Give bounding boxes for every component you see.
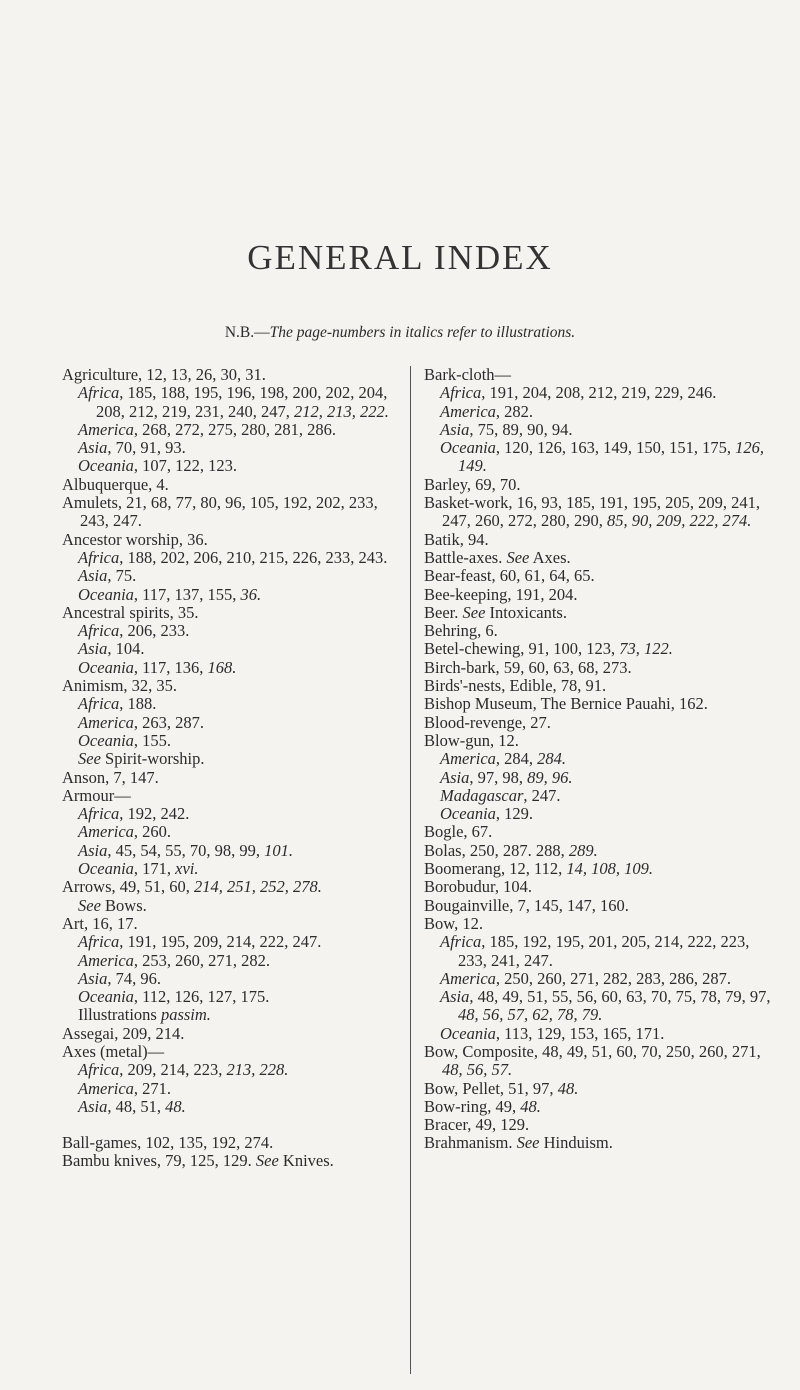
index-subentry [424,403,782,421]
entry-text: Oceania [78,584,134,604]
index-subentry [62,586,402,604]
entry-text: Armour— [62,785,131,805]
index-subentry [62,567,402,585]
entry-text: Oceania [78,456,134,476]
entry-text: Asia [440,987,470,1007]
entry-text: Oceania [78,987,134,1007]
entry-text: Birch-bark, 59, 60, 63, 68, 273. [424,657,632,677]
entry-text: 212, 213, 222. [294,401,389,421]
index-entry [424,897,782,915]
index-subentry [62,860,402,878]
index-entry [424,640,782,658]
entry-text: , 282. [495,401,534,421]
index-entry [424,915,782,933]
entry-text: 89, 96. [527,767,573,787]
entry-text: Ancestor worship, 36. [62,529,208,549]
index-subentry [62,439,402,457]
entry-text: Spirit-worship. [100,749,205,769]
entry-text: , 284, [495,749,538,769]
entry-text: Boomerang, 12, 112, [424,859,567,879]
entry-text: Anson, 7, 147. [62,767,159,787]
entry-text: , 129. [495,804,534,824]
index-entry [424,1098,782,1116]
entry-text: Madagascar [440,785,524,805]
index-note [0,324,800,342]
index-subentry [62,714,402,732]
entry-text: Bow-ring, 49, [424,1096,521,1116]
index-subentry [62,1006,402,1024]
index-subentry [424,439,782,476]
index-subentry [62,823,402,841]
entry-text: , 112, 126, 127, 175. [133,987,270,1007]
index-subentry [62,640,402,658]
entry-text: Bow, Pellet, 51, 97, [424,1078,558,1098]
entry-text: Blow-gun, 12. [424,730,519,750]
entry-text: 126, 149. [458,438,765,476]
entry-text: , 188, 202, 206, 210, 215, 226, 233, 243. [119,547,388,567]
entry-text: Agriculture, 12, 13, 26, 30, 31. [62,365,266,384]
entry-text: , 45, 54, 55, 70, 98, 99, [107,840,265,860]
entry-text: Africa [440,932,482,952]
page-title: GENERAL INDEX [247,238,553,277]
entry-text: Betel-chewing, 91, 100, 123, [424,639,620,659]
index-subentry [62,622,402,640]
index-entry [62,476,402,494]
entry-text: , 188. [119,694,157,714]
index-entry [62,1025,402,1043]
entry-text: Bougainville, 7, 145, 147, 160. [424,895,629,915]
entry-text: , 74, 96. [107,968,161,988]
index-entry [424,531,782,549]
entry-text: , 48, 49, 51, 55, 56, 60, 63, 70, 75, 78, 79, 97, [469,987,771,1007]
entry-text: , 209, 214, 223, [119,1060,227,1080]
entry-text: Bolas, 250, 287. 288, [424,840,569,860]
entry-text: Oceania [440,804,496,824]
entry-text: 48. [557,1078,579,1098]
entry-text: Axes. [529,547,571,567]
index-entry [62,878,402,896]
entry-text: See [506,547,530,567]
entry-text: , 107, 122, 123. [133,456,238,476]
entry-text: See [78,895,101,915]
entry-text: passim. [160,1005,211,1025]
entry-text: , 191, 204, 208, 212, 219, 229, 246. [481,383,717,403]
index-entry [424,1043,782,1080]
entry-text: , 75, 89, 90, 94. [469,419,573,439]
entry-text: Arrows, 49, 51, 60, [62,877,194,897]
index-entry [62,915,402,933]
entry-text: Oceania [440,438,496,458]
entry-text: Bows. [100,895,147,915]
index-subentry [62,695,402,713]
entry-text: America [440,401,496,421]
index-subentry [424,970,782,988]
entry-text: 14, 108, 109. [566,859,653,879]
index-subentry [62,384,402,421]
index-subentry [62,732,402,750]
entry-text: Bracer, 49, 129. [424,1115,530,1135]
entry-text: , 104. [107,639,145,659]
entry-text: 101. [264,840,293,860]
index-subentry [62,659,402,677]
entry-text: Bishop Museum, The Bernice Pauahi, 162. [424,694,708,714]
index-gap [62,1116,402,1134]
entry-text: , 97, 98, [469,767,528,787]
index-entry [424,549,782,567]
entry-text: Africa [440,383,482,403]
entry-text: Oceania [78,657,134,677]
entry-text: Asia [78,840,108,860]
entry-text: , 120, 126, 163, 149, 150, 151, 175, [495,438,736,458]
note-text: The page-numbers in italics refer to illustrations. [269,324,576,341]
note-prefix: N.B.— [224,324,270,341]
index-entry [62,494,402,531]
entry-text: 48, 56, 57. [442,1060,513,1080]
index-entry [62,677,402,695]
index-subentry [62,1098,402,1116]
index-entry [62,604,402,622]
index-entry [62,366,402,384]
entry-text: , 250, 260, 271, 282, 283, 286, 287. [495,968,732,988]
entry-text: , 48, 51, [107,1096,166,1116]
index-column-right [424,366,782,1153]
entry-text: Asia [78,438,108,458]
entry-text: 73, 122. [619,639,673,659]
entry-text: America [440,749,496,769]
entry-text: Asia [78,566,108,586]
index-subentry [424,769,782,787]
index-entry [62,1043,402,1061]
entry-text: Africa [78,547,120,567]
index-column-left [62,366,402,1171]
entry-text: Birds'-nests, Edible, 78, 91. [424,676,607,696]
entry-text: Behring, 6. [424,621,498,641]
entry-text: Africa [78,621,120,641]
entry-text: See [255,1151,279,1171]
entry-text: , 117, 137, 155, [133,584,241,604]
entry-text: , 155. [133,730,172,750]
entry-text: , 70, 91, 93. [107,438,186,458]
index-entry [62,1152,402,1170]
entry-text: xvi. [175,859,199,879]
entry-text: Ball-games, 102, 135, 192, 274. [62,1133,274,1153]
index-subentry [62,933,402,951]
entry-text: , 247. [523,785,561,805]
entry-text: Bow, Composite, 48, 49, 51, 60, 70, 250, 260, 271, [424,1041,761,1061]
index-subentry [424,805,782,823]
entry-text: Illustrations [78,1005,161,1025]
index-subentry [424,750,782,768]
index-entry [424,1134,782,1152]
entry-text: Bark-cloth— [424,365,512,384]
index-entry [424,494,782,531]
index-subentry [62,952,402,970]
entry-text: , 206, 233. [119,621,190,641]
entry-text: Asia [78,1096,108,1116]
entry-text: America [78,1078,134,1098]
entry-text: Hinduism. [539,1133,613,1153]
entry-text: 213, 228. [226,1060,289,1080]
entry-text: See [462,602,486,622]
entry-text: 36. [240,584,262,604]
entry-text: Africa [78,804,120,824]
entry-text: Borobudur, 104. [424,877,532,897]
entry-text: America [78,822,134,842]
entry-text: Bear-feast, 60, 61, 64, 65. [424,566,595,586]
entry-text: Amulets, 21, 68, 77, 80, 96, 105, 192, 202, 233, 243, 247. [62,493,378,531]
entry-text: America [78,419,134,439]
entry-text: Bow, 12. [424,913,483,933]
index-entry [424,659,782,677]
index-entry [424,732,782,750]
entry-text: 48, 56, 57, 62, 78, 79. [458,1005,603,1025]
entry-text: Batik, 94. [424,529,489,549]
entry-text: , 113, 129, 153, 165, 171. [495,1023,665,1043]
entry-text: Bee-keeping, 191, 204. [424,584,578,604]
entry-text: Albuquerque, 4. [62,474,169,494]
entry-text: Africa [78,694,120,714]
index-entry [424,366,782,384]
entry-text: 48. [520,1096,541,1116]
entry-text: Ancestral spirits, 35. [62,602,199,622]
entry-text: America [78,950,134,970]
index-subentry [62,988,402,1006]
index-subentry [62,1061,402,1079]
entry-text: Art, 16, 17. [62,913,138,933]
entry-text: Brahmanism. [424,1133,517,1153]
index-subentry [424,787,782,805]
entry-text: , 263, 287. [133,712,205,732]
index-entry [424,567,782,585]
entry-text: Beer. [424,602,463,622]
entry-text: America [440,968,496,988]
index-subentry [62,549,402,567]
entry-text: 48. [165,1096,186,1116]
index-subentry [62,750,402,768]
index-entry [62,531,402,549]
entry-text: Oceania [440,1023,496,1043]
entry-text: 85, 90, 209, 222, 274. [607,511,752,531]
entry-text: Bogle, 67. [424,822,493,842]
entry-text: Blood-revenge, 27. [424,712,551,732]
index-subentry [62,421,402,439]
entry-text: Asia [440,767,470,787]
entry-text: 214, 251, 252, 278. [194,877,322,897]
index-subentry [62,970,402,988]
index-subentry [424,988,782,1025]
entry-text: Africa [78,932,120,952]
index-entry [424,604,782,622]
entry-text: Axes (metal)— [62,1041,165,1061]
index-entry [424,842,782,860]
entry-text: , 171, [133,859,176,879]
entry-text: Animism, 32, 35. [62,676,178,696]
entry-text: Asia [78,639,108,659]
entry-text: , 191, 195, 209, 214, 222, 247. [119,932,322,952]
index-entry [424,476,782,494]
entry-text: , 271. [133,1078,172,1098]
entry-text: , 75. [107,566,137,586]
index-subentry [62,842,402,860]
index-subentry [424,421,782,439]
index-entry [424,860,782,878]
entry-text: , 260. [133,822,172,842]
entry-text: Asia [78,968,108,988]
index-subentry [424,933,782,970]
index-subentry [62,1080,402,1098]
entry-text: , 253, 260, 271, 282. [133,950,271,970]
index-entry [424,714,782,732]
entry-text: 289. [568,840,598,860]
index-entry [424,1080,782,1098]
entry-text: Intoxicants. [485,602,567,622]
entry-text: 284. [537,749,567,769]
index-subentry [62,805,402,823]
index-entry [424,677,782,695]
entry-text: Bambu knives, 79, 125, 129. [62,1151,256,1171]
entry-text: , 192, 242. [119,804,190,824]
entry-text: Oceania [78,730,134,750]
entry-text: , 185, 188, 195, 196, 198, 200, 202, 204, 208, 212, 219, 231, 240, 247, [96,383,388,421]
entry-text: Knives. [278,1151,334,1171]
index-entry [62,1134,402,1152]
index-entry [424,1116,782,1134]
entry-text: , 117, 136, [133,657,208,677]
index-subentry [424,1025,782,1043]
entry-text: See [516,1133,540,1153]
index-entry [424,586,782,604]
entry-text: Africa [78,1060,120,1080]
entry-text: America [78,712,134,732]
entry-text: Basket-work, 16, 93, 185, 191, 195, 205, 209, 241, 247, 260, 272, 280, 290, [424,493,760,531]
column-divider [410,366,411,1374]
index-subentry [424,384,782,402]
entry-text: Oceania [78,859,134,879]
index-subentry [62,457,402,475]
entry-text: Africa [78,383,120,403]
entry-text: See [78,749,101,769]
index-entry [424,878,782,896]
entry-text: , 185, 192, 195, 201, 205, 214, 222, 223, 233, 241, 247. [458,932,750,970]
index-entry [62,769,402,787]
entry-text: , 268, 272, 275, 280, 281, 286. [133,419,337,439]
index-entry [424,823,782,841]
entry-text: Assegai, 209, 214. [62,1023,185,1043]
entry-text: Barley, 69, 70. [424,474,521,494]
entry-text: 168. [207,657,237,677]
index-subentry [62,897,402,915]
index-entry [424,622,782,640]
entry-text: Battle-axes. [424,547,507,567]
entry-text: Asia [440,419,470,439]
index-entry [424,695,782,713]
index-entry [62,787,402,805]
